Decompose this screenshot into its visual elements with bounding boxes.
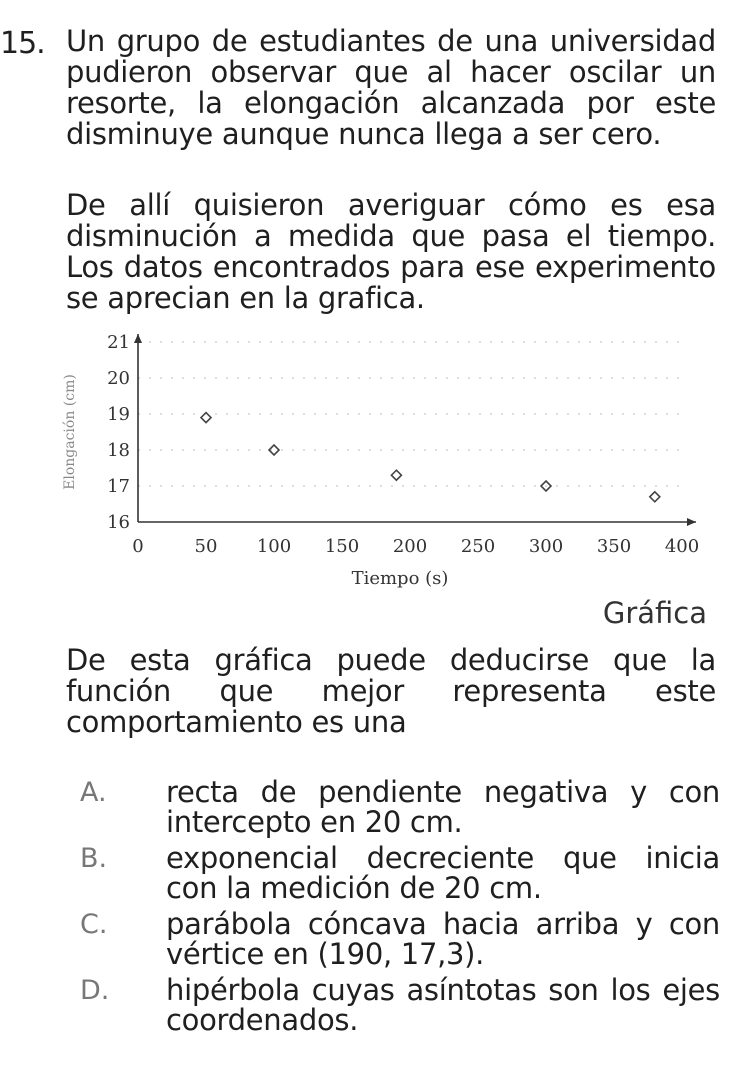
option-letter: C.	[80, 909, 108, 940]
y-axis-arrow	[134, 334, 142, 343]
x-tick-label: 200	[392, 536, 428, 557]
option-a[interactable]	[80, 777, 720, 837]
option-b[interactable]	[80, 843, 720, 903]
option-text: recta de pendiente negativa y con intercepto en 20 cm.	[166, 775, 720, 839]
x-tick-label: 350	[596, 536, 632, 557]
x-tick-label: 250	[460, 536, 496, 557]
question-intro-paragraph: Un grupo de estudiantes de una universidad pudieron observar que al hacer oscilar un resorte, la elongación alcanzada por este disminuye aunque nunca llega a ser cero.	[66, 24, 716, 151]
x-tick-label: 300	[528, 536, 564, 557]
question-prompt-paragraph: De esta gráfica puede deducirse que la función que mejor representa este comportamiento es una	[66, 643, 716, 739]
y-tick-label: 16	[107, 512, 130, 533]
chart-svg	[50, 330, 720, 600]
y-tick-label: 18	[107, 440, 130, 461]
elongation-scatter-chart	[50, 330, 720, 600]
x-tick-label: 50	[194, 536, 218, 557]
y-tick-label: 17	[107, 476, 130, 497]
y-tick-label: 21	[107, 332, 130, 353]
option-c[interactable]	[80, 909, 720, 969]
x-tick-label: 100	[256, 536, 292, 557]
data-point	[391, 470, 401, 480]
y-axis-label: Elongación (cm)	[62, 374, 78, 490]
option-letter: B.	[80, 843, 108, 874]
option-text: exponencial decreciente que inicia con la medición de 20 cm.	[166, 841, 720, 905]
answer-options	[80, 777, 720, 1041]
option-text: parábola cóncava hacia arriba y con vértice en (190, 17,3).	[166, 907, 720, 971]
x-axis-label: Tiempo (s)	[351, 568, 449, 589]
option-d[interactable]	[80, 975, 720, 1035]
question-context-paragraph: De allí quisieron averiguar cómo es esa disminución a medida que pasa el tiempo. Los datos encontrados para ese experimento se aprecian en la grafica.	[66, 188, 716, 315]
x-tick-label: 0	[132, 536, 144, 557]
x-tick-label: 150	[324, 536, 360, 557]
y-tick-label: 19	[107, 404, 130, 425]
option-text: hipérbola cuyas asíntotas son los ejes coordenados.	[166, 973, 720, 1037]
option-letter: A.	[80, 777, 107, 808]
data-point	[650, 492, 660, 502]
figure-caption: Gráfica	[602, 596, 707, 630]
option-letter: D.	[80, 975, 110, 1006]
y-tick-label: 20	[107, 368, 130, 389]
x-tick-label: 400	[664, 536, 700, 557]
x-axis-arrow	[687, 518, 696, 526]
question-number: 15.	[0, 26, 45, 61]
